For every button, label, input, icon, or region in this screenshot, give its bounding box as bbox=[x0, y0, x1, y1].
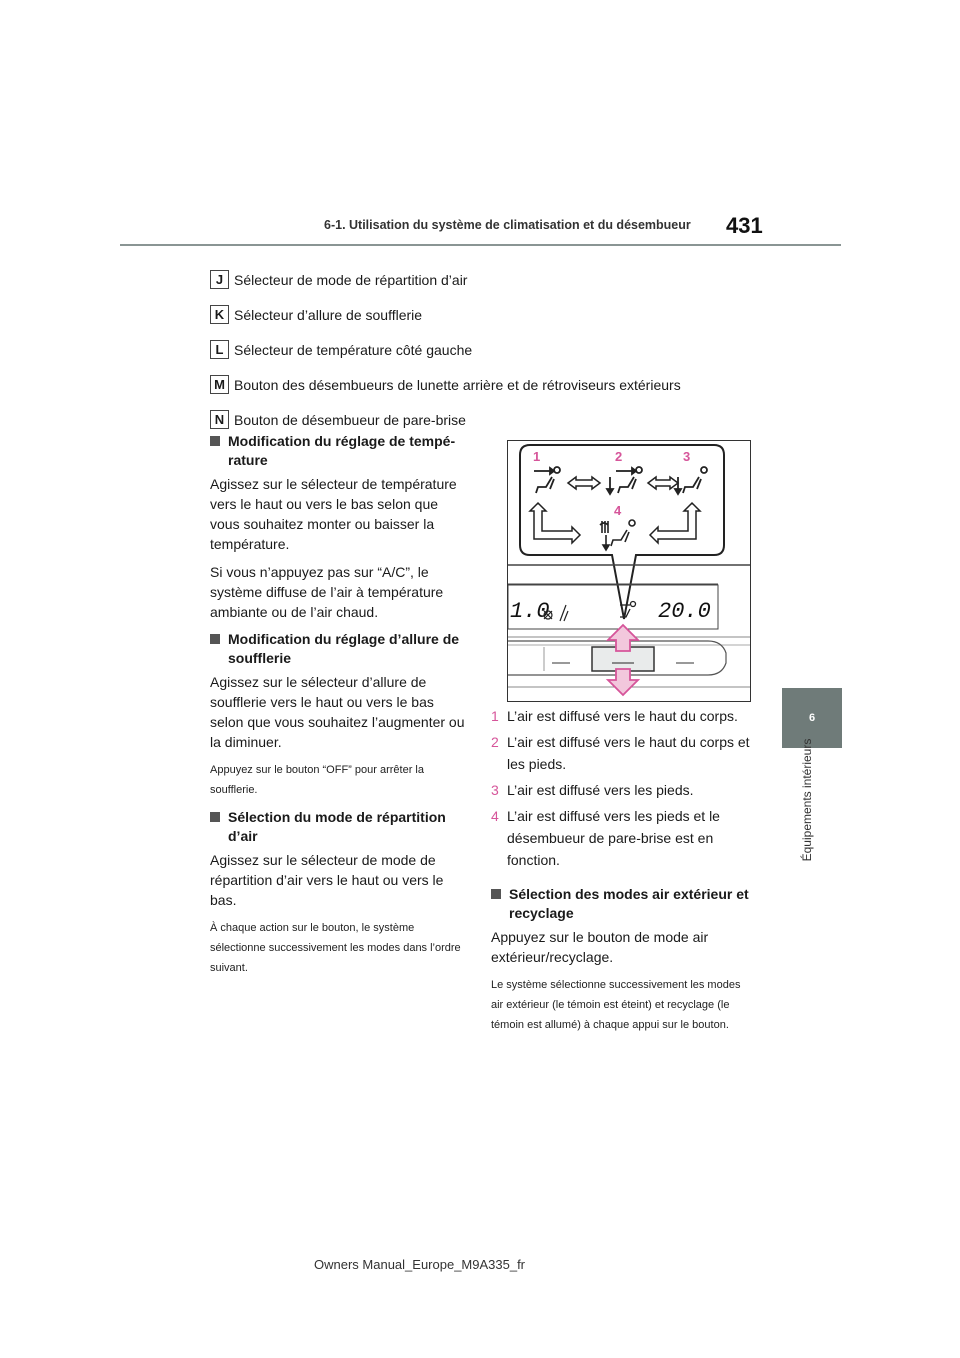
mode-description: L’air est diffusé vers les pieds et le désembueur de pare-brise est en fonction. bbox=[507, 808, 720, 868]
bullet-square-icon bbox=[210, 634, 220, 644]
paragraph: Agissez sur le sélecteur de température vers le haut ou vers le bas selon que vous souhaitez monter ou baisser la température. bbox=[210, 476, 457, 552]
legend-letter: L bbox=[210, 340, 229, 359]
temperature-heading bbox=[210, 432, 466, 470]
mode-number: 3 bbox=[491, 782, 499, 798]
chapter-label: Équipements intérieurs bbox=[800, 738, 814, 862]
mode-label-3: 3 bbox=[683, 449, 691, 464]
mode-list-item bbox=[491, 705, 753, 727]
display-left-value: 1.0 bbox=[510, 599, 550, 624]
paragraph: Si vous n’appuyez pas sur “A/C”, le système diffuse de l’air à température ambiante ou de l’air chaud. bbox=[210, 564, 444, 620]
legend-item bbox=[210, 367, 681, 402]
recirculation-heading bbox=[491, 885, 753, 923]
bullet-square-icon bbox=[210, 812, 220, 822]
legend-letter: K bbox=[210, 305, 229, 324]
bullet-square-icon bbox=[210, 436, 220, 446]
note: Appuyez sur le bouton “OFF” pour arrêter la soufflerie. bbox=[210, 764, 424, 796]
note: Le système sélectionne successivement les modes air extérieur (le témoin est éteint) et recyclage (le témoin est allumé) à chaque appui sur le bouton. bbox=[491, 979, 741, 1031]
mode-number: 1 bbox=[491, 708, 499, 724]
control-legend bbox=[210, 262, 681, 437]
airflow-diagram bbox=[508, 441, 750, 701]
fan-heading bbox=[210, 630, 466, 668]
mode-list bbox=[491, 705, 753, 871]
airflow-mode-figure bbox=[507, 440, 751, 702]
legend-text: Bouton des désembueurs de lunette arrière et de rétroviseurs extérieurs bbox=[234, 376, 681, 393]
paragraph: Appuyez sur le bouton de mode air extérieur/recyclage. bbox=[491, 929, 709, 965]
legend-text: Bouton de désembueur de pare-brise bbox=[234, 411, 466, 428]
legend-text: Sélecteur d’allure de soufflerie bbox=[234, 306, 423, 323]
paragraph: Agissez sur le sélecteur d’allure de soufflerie vers le haut ou vers le bas selon que vous souhaitez l’augmenter ou la diminuer. bbox=[210, 674, 465, 750]
note: À chaque action sur le bouton, le système sélectionne successivement les modes dans l’ordre suivant. bbox=[210, 922, 461, 974]
mode-heading bbox=[210, 808, 466, 846]
page-number: 431 bbox=[726, 213, 763, 238]
mode-list-item bbox=[491, 731, 753, 775]
footer-document-id: Owners Manual_Europe_M9A335_fr bbox=[314, 1257, 526, 1272]
mode-list-item bbox=[491, 779, 753, 801]
arrow-down-icon bbox=[608, 669, 638, 695]
mode-label-2: 2 bbox=[615, 449, 623, 464]
mode-number: 2 bbox=[491, 734, 499, 750]
right-column bbox=[491, 705, 753, 1043]
display-right-value: 20.0 bbox=[658, 599, 711, 624]
mode-list-item bbox=[491, 805, 753, 871]
left-column bbox=[210, 432, 466, 986]
heading-text: Sélection des modes air extérieur et recyclage bbox=[509, 886, 749, 921]
mode-description: L’air est diffusé vers le haut du corps. bbox=[507, 708, 738, 724]
legend-letter: J bbox=[210, 270, 229, 289]
legend-letter: M bbox=[210, 375, 229, 394]
legend-letter: N bbox=[210, 410, 229, 429]
bullet-square-icon bbox=[491, 889, 501, 899]
mode-number: 4 bbox=[491, 808, 499, 824]
heading-text: Sélection du mode de répartition d’air bbox=[228, 809, 446, 844]
heading-text: Modification du réglage d’allure de soufflerie bbox=[228, 631, 460, 666]
mode-description: L’air est diffusé vers les pieds. bbox=[507, 782, 694, 798]
legend-item bbox=[210, 332, 681, 367]
mode-description: L’air est diffusé vers le haut du corps et les pieds. bbox=[507, 734, 750, 772]
heading-text: Modification du réglage de tempé-rature bbox=[228, 433, 456, 468]
paragraph: Agissez sur le sélecteur de mode de répartition d’air vers le haut ou vers le bas. bbox=[210, 852, 444, 908]
header-divider bbox=[120, 244, 841, 246]
legend-item bbox=[210, 297, 681, 332]
chapter-number: 6 bbox=[808, 712, 816, 724]
legend-text: Sélecteur de mode de répartition d’air bbox=[234, 271, 468, 288]
mode-label-4: 4 bbox=[614, 503, 622, 518]
section-title: 6-1. Utilisation du système de climatisation et du désembueur bbox=[324, 218, 691, 232]
legend-item bbox=[210, 262, 681, 297]
mode-label-1: 1 bbox=[533, 449, 541, 464]
legend-text: Sélecteur de température côté gauche bbox=[234, 341, 473, 358]
